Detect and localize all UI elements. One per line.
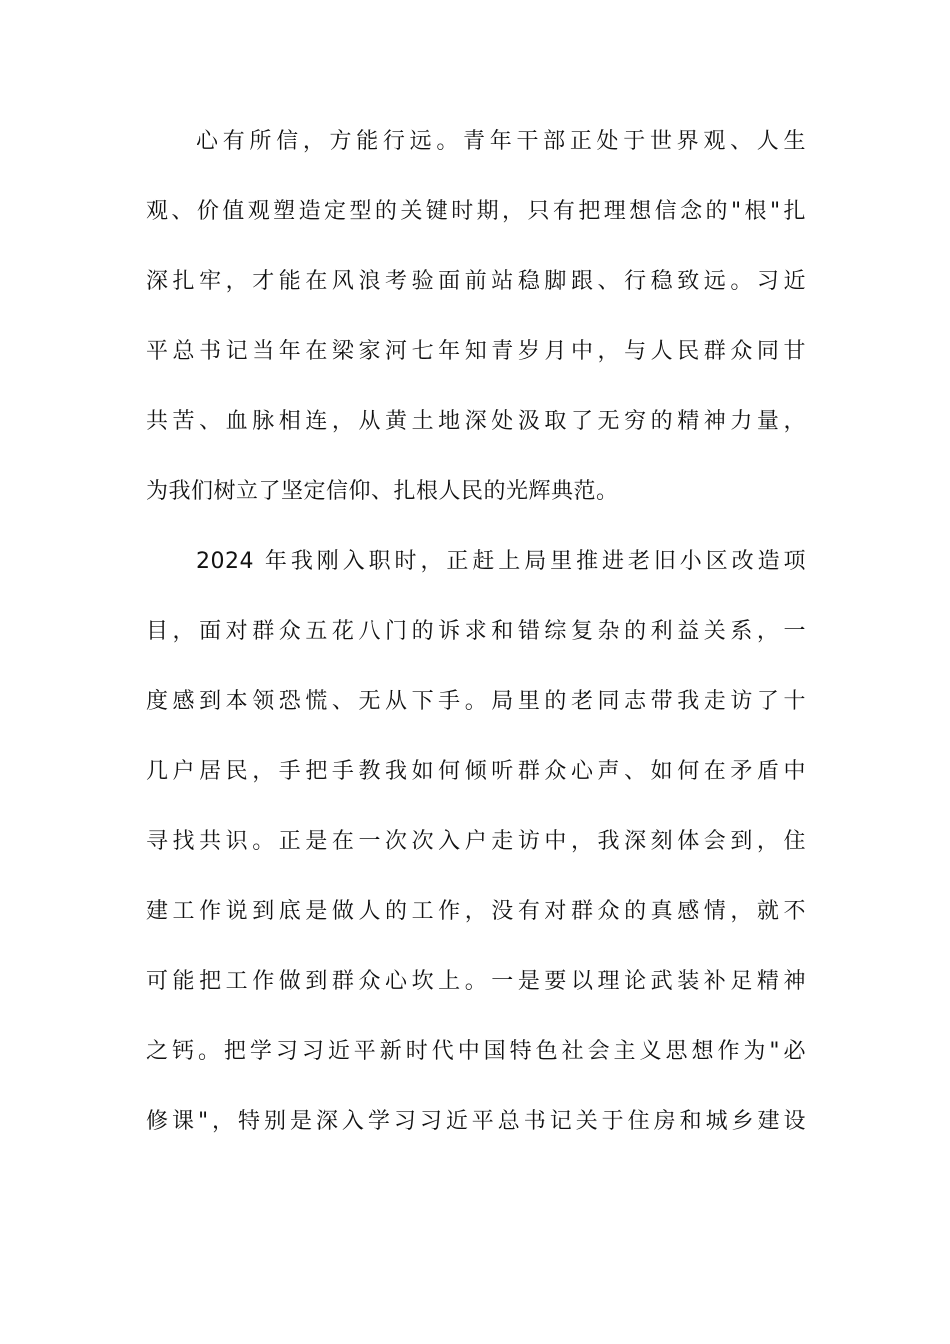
paragraph-2-line-2: 目，面对群众五花八门的诉求和错综复杂的利益关系，一 bbox=[146, 619, 806, 644]
paragraph-2-line-4: 几户居民，手把手教我如何倾听群众心声、如何在矛盾中 bbox=[146, 759, 806, 784]
paragraph-2-line-8: 之钙。把学习习近平新时代中国特色社会主义思想作为"必 bbox=[146, 1039, 806, 1064]
paragraph-1-line-1: 心有所信，方能行远。青年干部正处于世界观、人生 bbox=[196, 129, 806, 154]
paragraph-2-line-5: 寻找共识。正是在一次次入户走访中，我深刻体会到，住 bbox=[146, 829, 806, 854]
paragraph-1-line-2: 观、价值观塑造定型的关键时期，只有把理想信念的"根"扎 bbox=[146, 199, 806, 224]
paragraph-2-line-1: 2024 年我刚入职时，正赶上局里推进老旧小区改造项 bbox=[196, 549, 806, 574]
paragraph-1-line-4: 平总书记当年在梁家河七年知青岁月中，与人民群众同甘 bbox=[146, 339, 806, 364]
paragraph-2-line-7: 可能把工作做到群众心坎上。一是要以理论武装补足精神 bbox=[146, 969, 806, 994]
paragraph-2-line-3: 度感到本领恐慌、无从下手。局里的老同志带我走访了十 bbox=[146, 689, 806, 714]
paragraph-2-line-9: 修课"，特别是深入学习习近平总书记关于住房和城乡建设 bbox=[146, 1109, 806, 1134]
paragraph-1-line-6: 为我们树立了坚定信仰、扎根人民的光辉典范。 bbox=[146, 479, 619, 504]
paragraph-1-line-3: 深扎牢，才能在风浪考验面前站稳脚跟、行稳致远。习近 bbox=[146, 269, 806, 294]
paragraph-1-line-5: 共苦、血脉相连，从黄土地深处汲取了无穷的精神力量， bbox=[146, 409, 806, 434]
paragraph-2-line-6: 建工作说到底是做人的工作，没有对群众的真感情，就不 bbox=[146, 899, 806, 924]
